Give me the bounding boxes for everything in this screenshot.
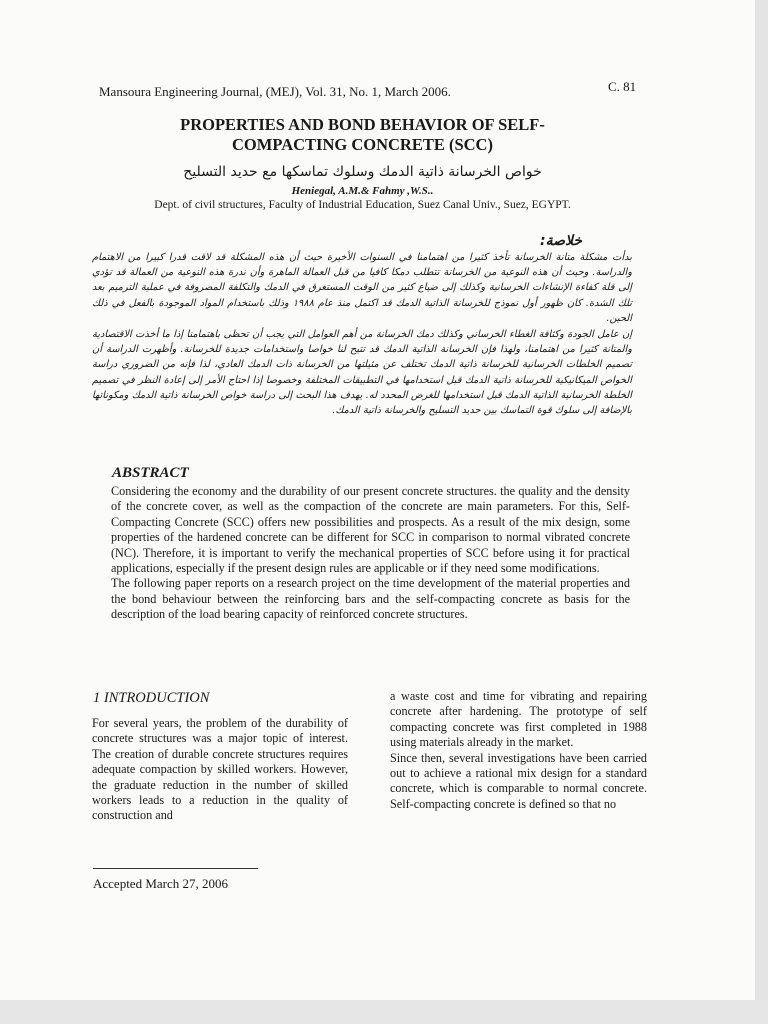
page-number: C. 81 xyxy=(608,79,637,94)
introduction-paragraph-right-1: a waste cost and time for vibrating and repairing concrete after hardening. The prototype of self compacting concrete was first completed in 1988 using materials already in the market. xyxy=(390,689,647,750)
scan-bottom-margin xyxy=(0,1000,768,1024)
introduction-right-column xyxy=(390,689,647,812)
introduction-heading: 1 INTRODUCTION xyxy=(93,690,210,706)
abstract-body xyxy=(111,484,630,623)
journal-citation: Mansoura Engineering Journal, (MEJ), Vol. 31, No. 1, March 2006. xyxy=(99,84,451,99)
arabic-paragraph-2: إن عامل الجودة وكثافة الغطاء الخرساني وكذلك دمك الخرسانة من أهم العوامل التي يجب أن تحظى باهتمامنا إذا ما أخذت الاقتصادية والمتانة كثيرا من اهتمامنا، ولهذا فإن الخرسانة الذاتية الدمك قد تتيح لنا خواصا واستخدامات جديدة للخرسانة. وأظهرت الدراسة أن تصميم الخلطات الخرسانية للخرسانة ذاتية الدمك تختلف عن مثيلتها من الخرسانة ذات الدمك العادي، لذا فإنه من الضروري دراسة الخواص الميكانيكية للخرسانة ذاتية الدمك قبل استخدامها في التطبيقات المختلفة وخصوصا إذا احتاج الأمر إلى إعادة النظر في تصميم الخلطة الخرسانية الذاتية الدمك قبل استخدامها للغرض المحدد له. يهدف هذا البحث إلى دراسة خواص الخرسانة ذاتية الدمك ومكوناتها بالإضافة إلى سلوك قوة التماسك بين حديد التسليح والخرسانة ذاتية الدمك. xyxy=(92,329,632,417)
introduction-paragraph-left: For several years, the problem of the durability of concrete structures was a major topic of interest. The creation of durable concrete structures requires adequate compaction by skilled workers. However, the graduate reduction in the number of skilled workers leads to a reduction in the quality of construction and xyxy=(92,716,348,823)
introduction-paragraph-right-2: Since then, several investigations have been carried out to achieve a rational mix design for a standard concrete, which is comparable to normal concrete. Self-compacting concrete is defined so that no xyxy=(390,750,647,811)
abstract-heading: ABSTRACT xyxy=(112,465,189,481)
title-line-1: PROPERTIES AND BOND BEHAVIOR OF SELF- xyxy=(180,115,545,134)
paper-title xyxy=(100,115,625,155)
title-line-2: COMPACTING CONCRETE (SCC) xyxy=(232,135,493,154)
affiliation: Dept. of civil structures, Faculty of Industrial Education, Suez Canal Univ., Suez, EGYPT. xyxy=(154,199,571,211)
abstract-paragraph-2: The following paper reports on a research project on the time development of the material properties and the bond behaviour between the reinforcing bars and the self-compacting concrete as basis for the description of the load bearing capacity of reinforced concrete structures. xyxy=(111,576,630,622)
scan-edge xyxy=(755,0,768,1024)
arabic-summary xyxy=(92,250,632,419)
footnote-divider xyxy=(93,868,258,869)
arabic-paragraph-1: بدأت مشكلة متانة الخرسانة تأخذ كثيرا من اهتمامنا في السنوات الأخيرة حيث أن هذه المشكلة قد لاقت قدرا كبيرا من الاهتمام والدراسة. وحيث أن هذه النوعية من الخرسانة تتطلب دمكا كافيا من قبل العمالة الماهرة وأن ندرة هذه النوعية من العمالة قد تؤدي إلى قلة كفاءة الإنشاءات الخرسانية وكذلك إلى ضياع كثير من الوقت المستغرق في الدمك والتكلفة المصروفة في عملية الترميم بعد تلك الشدة. كان ظهور أول نموذج للخرسانة الذاتية الدمك قد اكتمل منذ عام ١٩٨٨ وذلك باستخدام المواد الموجودة بالفعل في ذلك الحين. xyxy=(92,252,632,324)
abstract-paragraph-1: Considering the economy and the durability of our present concrete structures. the quality and the density of the concrete cover, as well as the compaction of the concrete are main parameters. For this, Self-Compacting Concrete (SCC) offers new possibilities and prospects. As a result of the mix design, some properties of the hardened concrete can be different for SCC in comparison to normal vibrated concrete (NC). Therefore, it is important to verify the mechanical properties of SCC before using it for practical applications, especially if the present design rules are applicable or if they need some modifications. xyxy=(111,484,630,576)
accepted-date: Accepted March 27, 2006 xyxy=(93,876,229,891)
arabic-summary-heading: خلاصة: xyxy=(540,233,582,249)
arabic-title: خواص الخرسانة ذاتية الدمك وسلوك تماسكها مع حديد التسليح xyxy=(183,164,542,180)
introduction-left-column xyxy=(92,716,348,824)
authors: Heniegal, A.M.& Fahmy ,W.S.. xyxy=(291,185,434,197)
